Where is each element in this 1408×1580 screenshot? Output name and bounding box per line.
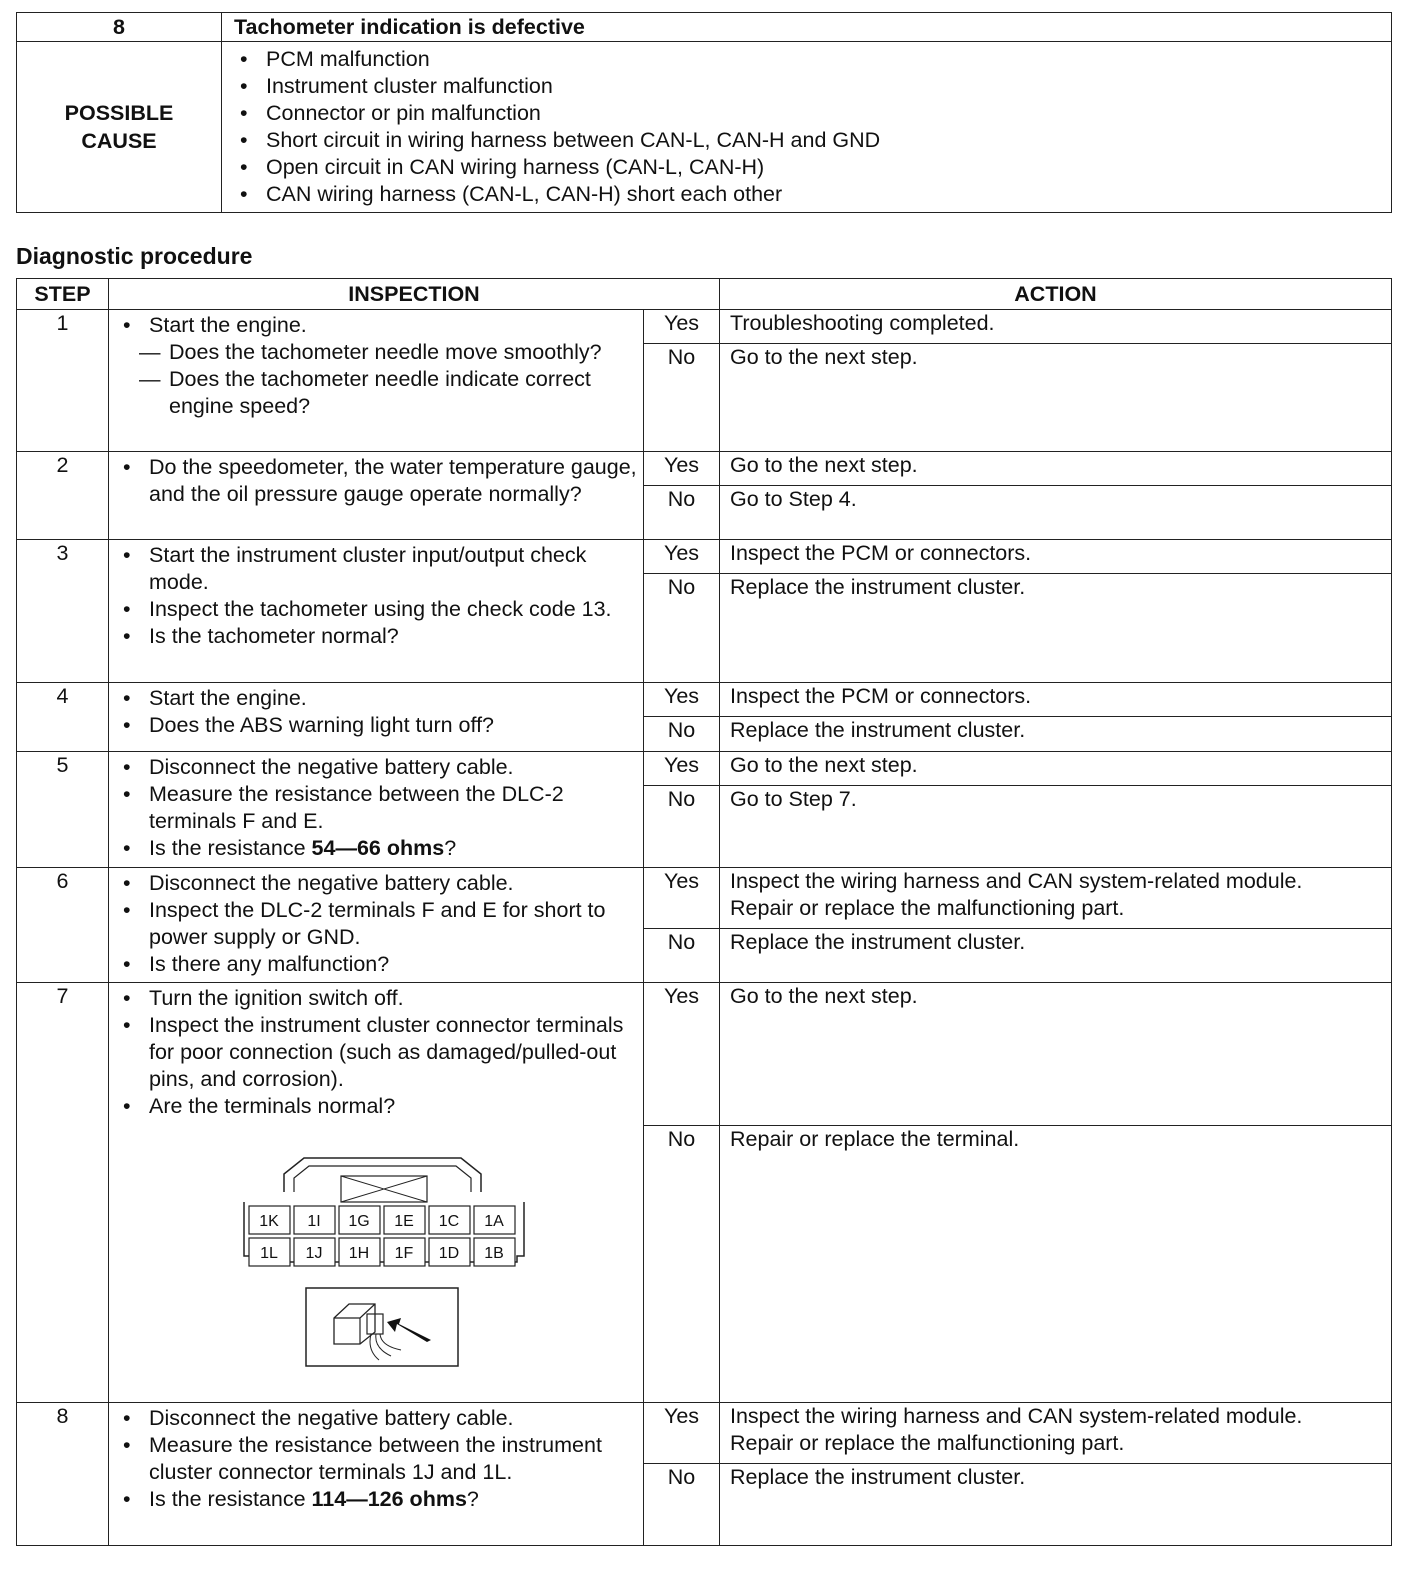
yes-action: Go to the next step. (720, 452, 1392, 486)
inspection-cell (109, 868, 644, 983)
connector-figure (109, 1120, 643, 1378)
no-label: No (644, 717, 720, 752)
cause-item: • Open circuit in CAN wiring harness (CAN-L, CAN-H) (236, 154, 1391, 181)
step-number: 1 (17, 310, 109, 452)
inspection-question: • Is the resistance 54—66 ohms? (119, 835, 643, 862)
pin-1E: 1E (394, 1213, 414, 1230)
inspection-item: • Are the terminals normal? (119, 1093, 643, 1120)
inspection-item: • Disconnect the negative battery cable. (119, 870, 643, 897)
pin-1G: 1G (348, 1213, 370, 1230)
inspection-cell (109, 310, 644, 452)
inspection-item: • Inspect the instrument cluster connector terminals for poor connection (such as damaged/pulled-out pins, and corrosion). (119, 1012, 643, 1093)
inspection-header: INSPECTION (109, 279, 720, 310)
cause-body-row (17, 42, 1392, 213)
yes-action: Inspect the PCM or connectors. (720, 683, 1392, 717)
cause-item: • Connector or pin malfunction (236, 100, 1391, 127)
symptom-title: Tachometer indication is defective (222, 13, 1392, 42)
step-number: 2 (17, 452, 109, 540)
step-number: 8 (17, 1403, 109, 1546)
no-label: No (644, 1126, 720, 1403)
sub-question-list (109, 339, 643, 420)
inspection-item: • Is there any malfunction? (119, 951, 643, 978)
inspection-item: • Measure the resistance between the instrument cluster connector terminals 1J and 1L. (119, 1432, 643, 1486)
symptom-number: 8 (17, 13, 222, 42)
no-action: Repair or replace the terminal. (720, 1126, 1392, 1403)
inspection-item: • Disconnect the negative battery cable. (119, 754, 643, 781)
pin-1C: 1C (438, 1213, 460, 1230)
inspection-item: • Start the instrument cluster input/output check mode. (119, 542, 643, 596)
table-row (17, 683, 1392, 717)
no-label: No (644, 344, 720, 452)
inspection-cell (109, 452, 644, 540)
inspection-question: • Is the resistance 114—126 ohms? (119, 1486, 643, 1513)
inspection-cell (109, 683, 644, 752)
possible-cause-label: POSSIBLE CAUSE (17, 42, 222, 213)
pin-1I: 1I (307, 1213, 321, 1230)
cause-item: • Short circuit in wiring harness between CAN-L, CAN-H and GND (236, 127, 1391, 154)
no-label: No (644, 574, 720, 683)
inspection-item: • Measure the resistance between the DLC-2 terminals F and E. (119, 781, 643, 835)
inspection-item: • Start the engine. (119, 312, 643, 339)
no-label: No (644, 1464, 720, 1546)
diagnostic-procedure-table (16, 278, 1392, 1546)
inspection-item: • Disconnect the negative battery cable. (119, 1405, 643, 1432)
procedure-header-row (17, 279, 1392, 310)
pin-1H: 1H (348, 1245, 370, 1262)
inspection-item: • Start the engine. (119, 685, 643, 712)
yes-label: Yes (644, 983, 720, 1126)
pin-1J: 1J (305, 1245, 323, 1262)
possible-cause-table (16, 12, 1392, 213)
table-row (17, 452, 1392, 486)
table-row (17, 1403, 1392, 1464)
no-action: Replace the instrument cluster. (720, 1464, 1392, 1546)
inspection-item: • Does the ABS warning light turn off? (119, 712, 643, 739)
no-action: Go to Step 7. (720, 786, 1392, 868)
step-header: STEP (17, 279, 109, 310)
table-row (17, 540, 1392, 574)
yes-label: Yes (644, 452, 720, 486)
step-number: 3 (17, 540, 109, 683)
resistance-spec: 54—66 ohms (311, 836, 445, 860)
yes-action: Go to the next step. (720, 752, 1392, 786)
pin-1F: 1F (394, 1245, 414, 1262)
yes-action: Troubleshooting completed. (720, 310, 1392, 344)
inspection-cell (109, 540, 644, 683)
yes-label: Yes (644, 868, 720, 929)
no-action: Go to the next step. (720, 344, 1392, 452)
no-label: No (644, 486, 720, 540)
cause-item: • CAN wiring harness (CAN-L, CAN-H) short each other (236, 181, 1391, 208)
cause-header-row (17, 13, 1392, 42)
table-row (17, 752, 1392, 786)
no-label: No (644, 929, 720, 983)
step-number: 7 (17, 983, 109, 1403)
inspection-cell (109, 1403, 644, 1546)
inspection-cell (109, 752, 644, 868)
section-heading: Diagnostic procedure (16, 243, 253, 269)
step-number: 4 (17, 683, 109, 752)
no-action: Replace the instrument cluster. (720, 717, 1392, 752)
action-header: ACTION (720, 279, 1392, 310)
pin-1A: 1A (484, 1213, 504, 1230)
yes-action: Go to the next step. (720, 983, 1392, 1126)
connector-diagram (109, 1128, 644, 1378)
pin-1D: 1D (438, 1245, 460, 1262)
sub-question: — Does the tachometer needle move smoothly? (139, 339, 643, 366)
yes-action: Inspect the PCM or connectors. (720, 540, 1392, 574)
cause-list (222, 42, 1391, 212)
yes-label: Yes (644, 1403, 720, 1464)
pin-1K: 1K (259, 1213, 279, 1230)
resistance-spec: 114—126 ohms (311, 1487, 467, 1511)
inspection-item: • Inspect the tachometer using the check code 13. (119, 596, 643, 623)
cause-item: • PCM malfunction (236, 46, 1391, 73)
step-number: 6 (17, 868, 109, 983)
table-row (17, 868, 1392, 929)
yes-action: Inspect the wiring harness and CAN system-related module. Repair or replace the malfunctioning part. (720, 868, 1392, 929)
cause-list-cell (222, 42, 1392, 213)
no-action: Replace the instrument cluster. (720, 574, 1392, 683)
table-row (17, 310, 1392, 344)
inspection-item: • Turn the ignition switch off. (119, 985, 643, 1012)
inspection-item: • Inspect the DLC-2 terminals F and E for short to power supply or GND. (119, 897, 643, 951)
no-label: No (644, 786, 720, 868)
sub-question: — Does the tachometer needle indicate correct engine speed? (139, 366, 643, 420)
yes-label: Yes (644, 752, 720, 786)
pin-1B: 1B (484, 1245, 504, 1262)
yes-action: Inspect the wiring harness and CAN system-related module. Repair or replace the malfunctioning part. (720, 1403, 1392, 1464)
yes-label: Yes (644, 310, 720, 344)
yes-label: Yes (644, 683, 720, 717)
connector-location-icon (306, 1288, 458, 1366)
inspection-item: • Do the speedometer, the water temperature gauge, and the oil pressure gauge operate normally? (119, 454, 643, 508)
yes-label: Yes (644, 540, 720, 574)
no-action: Go to Step 4. (720, 486, 1392, 540)
inspection-cell (109, 983, 644, 1403)
table-row (17, 983, 1392, 1126)
inspection-item: • Is the tachometer normal? (119, 623, 643, 650)
cause-item: • Instrument cluster malfunction (236, 73, 1391, 100)
pin-1L: 1L (260, 1245, 278, 1262)
step-number: 5 (17, 752, 109, 868)
no-action: Replace the instrument cluster. (720, 929, 1392, 983)
